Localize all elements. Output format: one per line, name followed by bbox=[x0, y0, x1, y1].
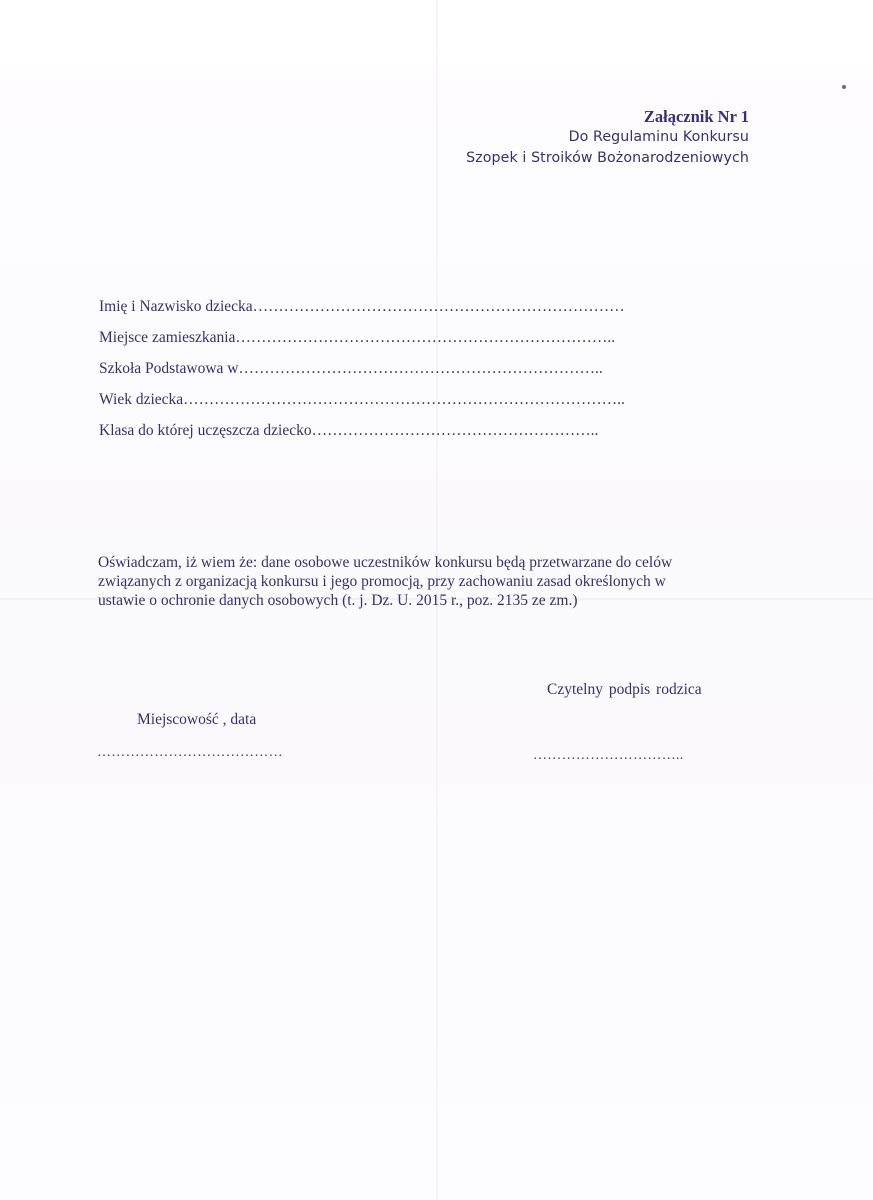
form-fields bbox=[99, 291, 625, 446]
place-date-label: Miejscowość , data bbox=[137, 711, 257, 728]
annex-header bbox=[466, 106, 749, 169]
field-class: Klasa do której uczęszcza dziecko……………………………………………….. bbox=[99, 422, 599, 439]
annex-subtitle-line-2: Szopek i Stroików Bożonarodzeniowych bbox=[466, 150, 749, 166]
data-consent-statement bbox=[98, 553, 778, 610]
annex-title: Załącznik Nr 1 bbox=[643, 107, 749, 126]
field-child-age: Wiek dziecka………………………………………………………………………….. bbox=[99, 391, 625, 408]
field-primary-school: Szkoła Podstawowa w…………………………………………………………….. bbox=[99, 360, 603, 377]
place-date-line: ………………………………… bbox=[97, 745, 283, 760]
statement-line-3: ustawie o ochronie danych osobowych (t. j. Dz. U. 2015 r., poz. 2135 ze zm.) bbox=[98, 592, 578, 609]
parent-signature-label: Czytelny podpis rodzica bbox=[547, 681, 702, 698]
annex-subtitle-line-1: Do Regulaminu Konkursu bbox=[568, 129, 749, 145]
scan-speck bbox=[842, 85, 846, 89]
field-child-name: Imię i Nazwisko dziecka……………………………………………………………… bbox=[99, 298, 625, 315]
statement-line-2: związanych z organizacją konkursu i jego promocją, przy zachowaniu zasad określonych w bbox=[98, 573, 666, 590]
parent-signature-line: ………………………….. bbox=[533, 748, 684, 763]
field-residence: Miejsce zamieszkania……………………………………………………………….. bbox=[99, 329, 616, 346]
statement-line-1: Oświadczam, iż wiem że: dane osobowe uczestników konkursu będą przetwarzane do celów bbox=[98, 554, 673, 571]
